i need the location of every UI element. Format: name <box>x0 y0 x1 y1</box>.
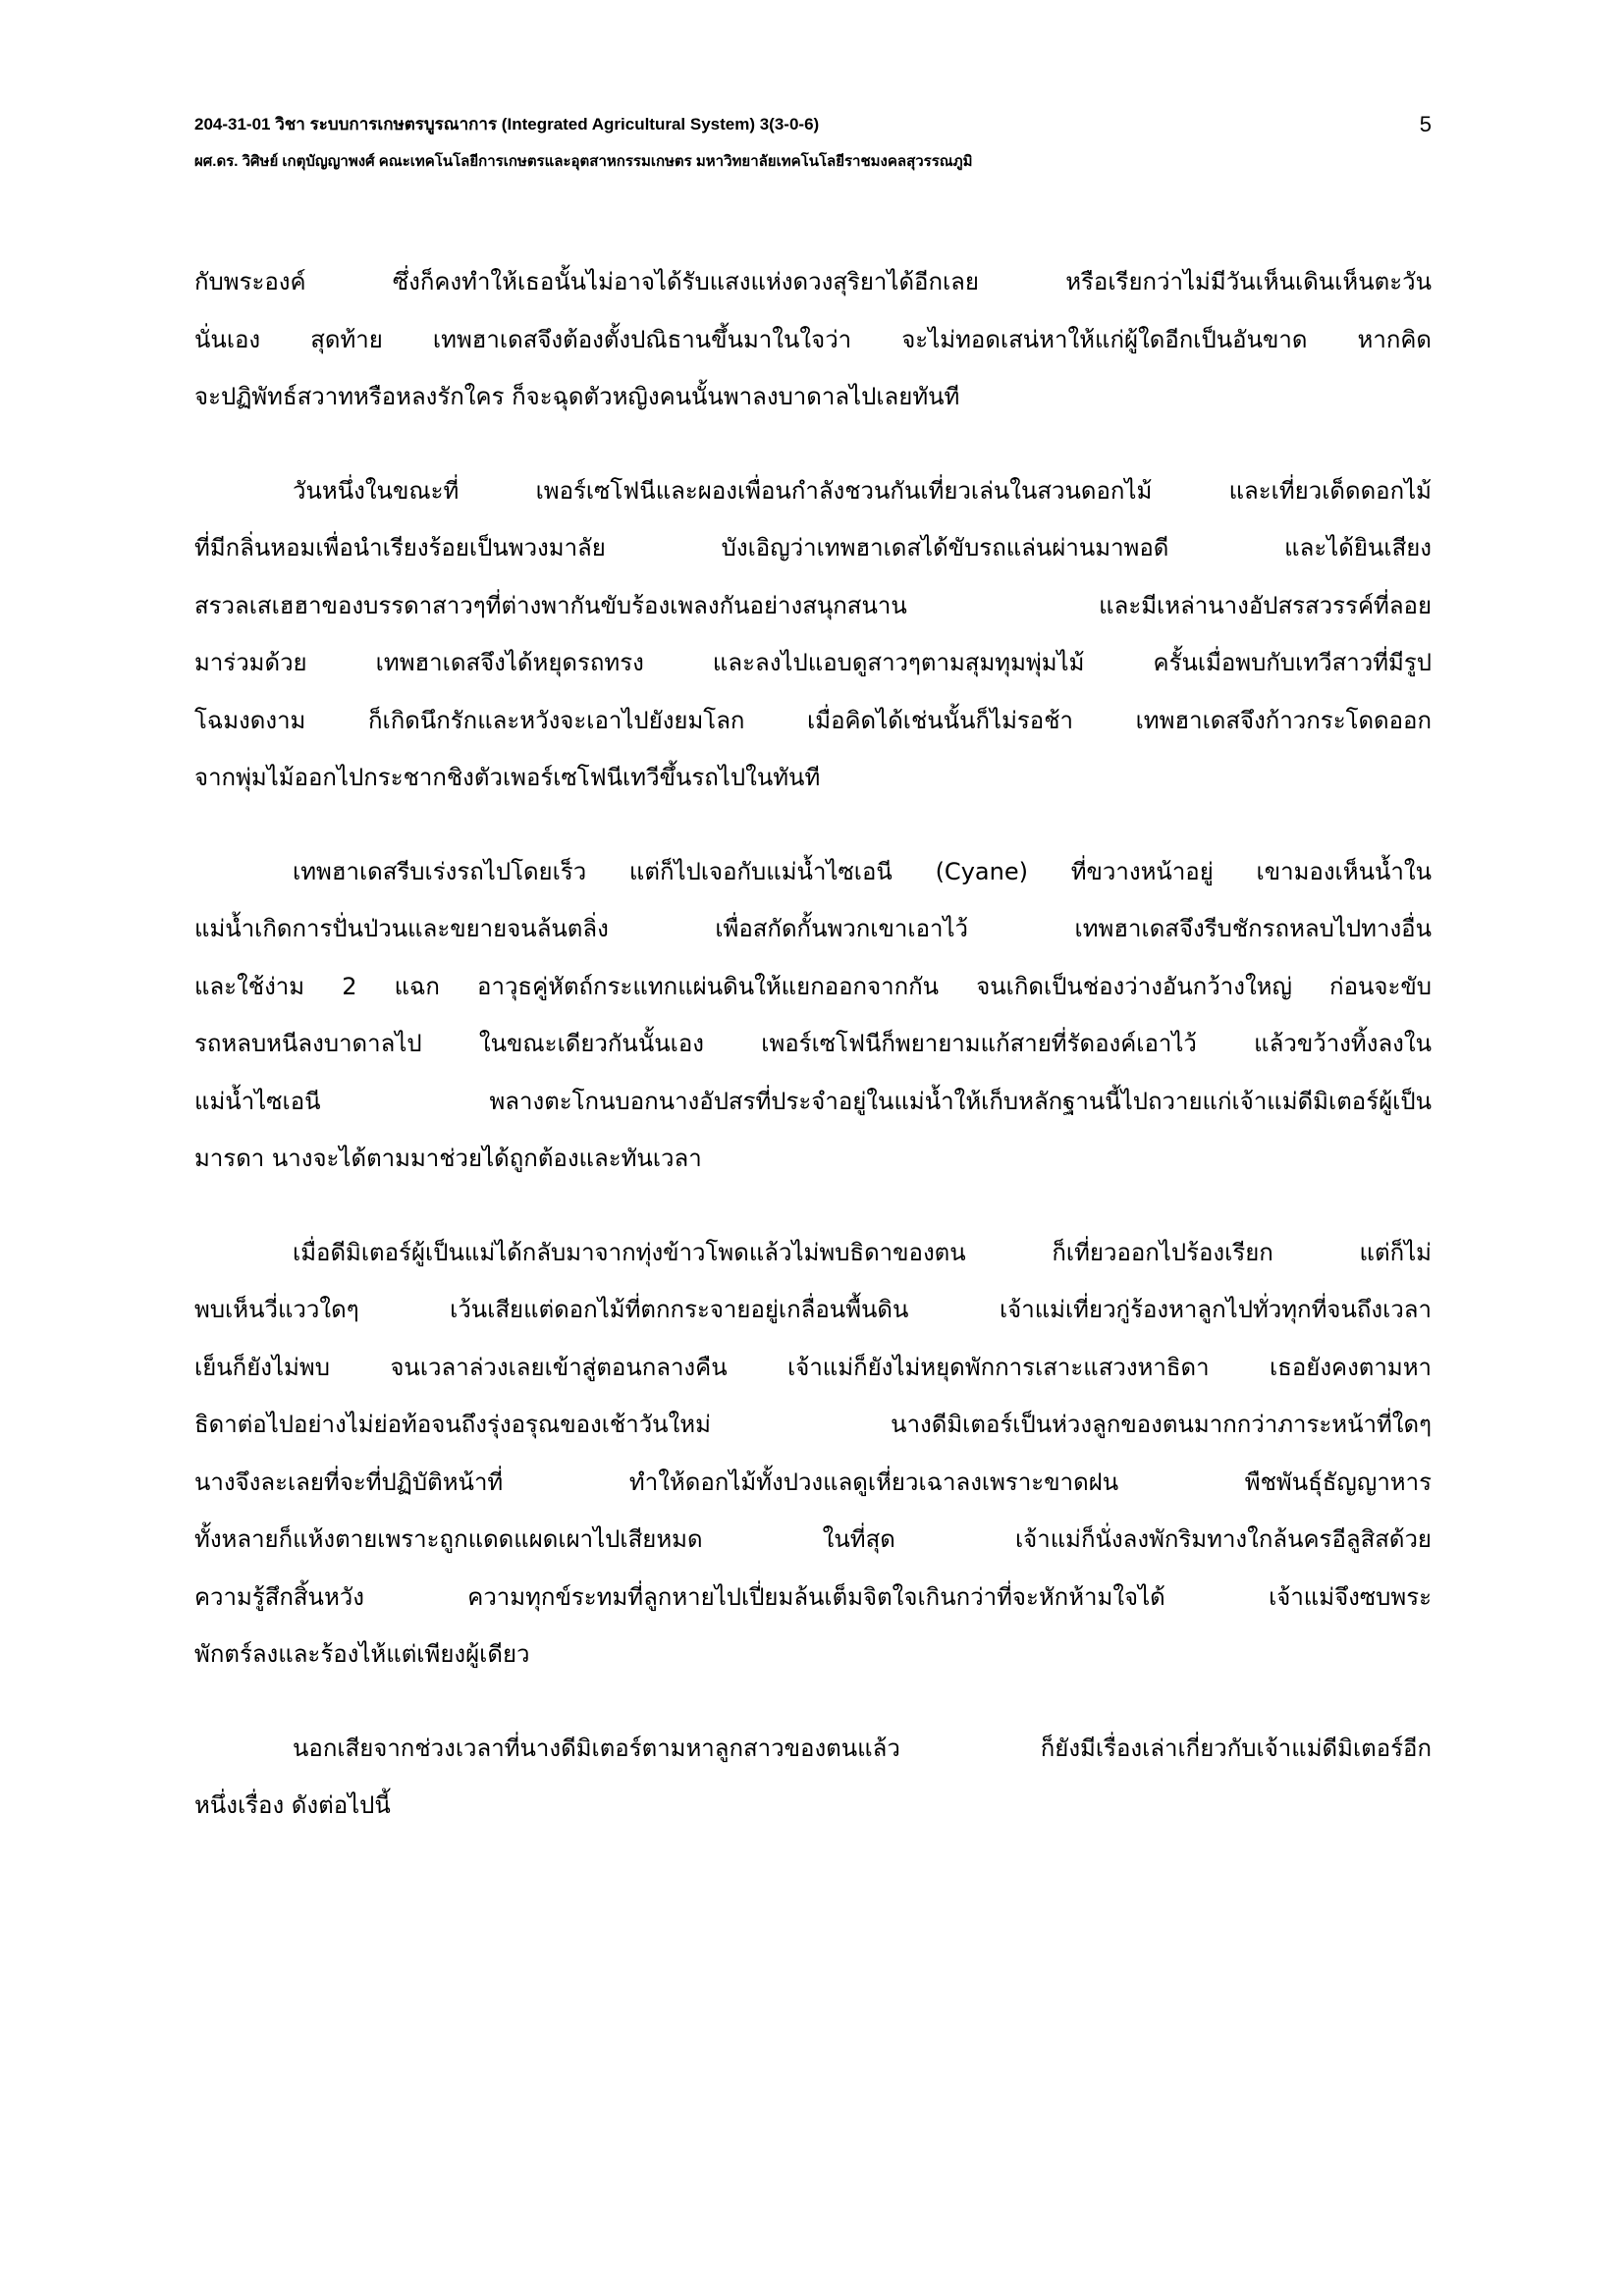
author-affiliation: ผศ.ดร. วิศิษย์ เกตุบัญญาพงศ์ คณะเทคโนโลยีการเกษตรและอุตสาหกรรมเกษตร มหาวิทยาลัยเทคโนโลยีราชมงคลสุวรรณภูมิ <box>194 153 973 170</box>
paragraph-2 <box>194 462 1432 807</box>
paragraph-line: จะปฏิพัทธ์สวาทหรือหลงรักใคร ก็จะฉุดตัวหญิงคนนั้นพาลงบาดาลไปเลยทันที <box>194 383 960 410</box>
page-header <box>194 110 1432 177</box>
paragraph-line: สรวลเสเฮฮาของบรรดาสาวๆที่ต่างพากันขับร้องเพลงกันอย่างสนุกสนาน และมีเหล่านางอัปสรสวรรค์ที่ลอย <box>194 591 1432 619</box>
paragraph-line: และใช้ง่าม 2 แฉก อาวุธคู่หัตถ์กระแทกแผ่นดินให้แยกออกจากกัน จนเกิดเป็นช่องว่างอันกว้างใหญ่ ก่อนจะขับ <box>194 972 1432 1000</box>
paragraph-line: โฉมงดงาม ก็เกิดนึกรักและหวังจะเอาไปยังยมโลก เมื่อคิดได้เช่นนั้นก็ไม่รอช้า เทพฮาเดสจึงก้าวกระโดดออก <box>194 706 1432 734</box>
paragraph-line: เทพฮาเดสรีบเร่งรถไปโดยเร็ว แต่ก็ไปเจอกับแม่น้ำไซเอนี (Cyane) ที่ขวางหน้าอยู่ เขามองเห็นน้ำใน <box>293 857 1432 885</box>
paragraph-line: ธิดาต่อไปอย่างไม่ย่อท้อจนถึงรุ่งอรุณของเช้าวันใหม่ นางดีมิเตอร์เป็นห่วงลูกของตนมากกว่าภาระหน้าที่ใดๆ <box>194 1411 1432 1438</box>
paragraph-line: มาร่วมด้วย เทพฮาเดสจึงได้หยุดรถทรง และลงไปแอบดูสาวๆตามสุมทุมพุ่มไม้ ครั้นเมื่อพบกับเทวีสาวที่มีรูป <box>194 649 1432 676</box>
paragraph-line: ความรู้สึกสิ้นหวัง ความทุกข์ระทมที่ลูกหายไปเปี่ยมล้นเต็มจิตใจเกินกว่าที่จะหักห้ามใจได้ เจ้าแม่จึงซบพระ <box>194 1582 1432 1611</box>
paragraph-line: หนึ่งเรื่อง ดังต่อไปนี้ <box>194 1791 391 1819</box>
paragraph-line: นางจึงละเลยที่จะที่ปฏิบัติหน้าที่ ทำให้ดอกไม้ทั้งปวงแลดูเหี่ยวเฉาลงเพราะขาดฝน พืชพันธุ์ธัญญาหาร <box>194 1468 1432 1496</box>
course-title: 204-31-01 วิชา ระบบการเกษตรบูรณาการ (Integrated Agricultural System) 3(3-0-6) <box>194 115 820 133</box>
paragraph-line: ที่มีกลิ่นหอมเพื่อนำเรียงร้อยเป็นพวงมาลัย บังเอิญว่าเทพฮาเดสได้ขับรถแล่นผ่านมาพอดี และได้ยินเสียง <box>194 534 1432 561</box>
paragraph-line: มารดา นางจะได้ตามมาช่วยได้ถูกต้องและทันเวลา <box>194 1145 702 1172</box>
page-number: 5 <box>1419 112 1432 136</box>
paragraph-line: จากพุ่มไม้ออกไปกระชากชิงตัวเพอร์เซโฟนีเทวีขึ้นรถไปในทันที <box>194 764 821 791</box>
paragraph-line: เย็นก็ยังไม่พบ จนเวลาล่วงเลยเข้าสู่ตอนกลางคืน เจ้าแม่ก็ยังไม่หยุดพักการเสาะแสวงหาธิดา เธอยังคงตามหา <box>194 1353 1432 1381</box>
paragraph-line: พักตร์ลงและร้องไห้แต่เพียงผู้เดียว <box>194 1640 530 1668</box>
paragraph-line: แม่น้ำไซเอนี พลางตะโกนบอกนางอัปสรที่ประจำอยู่ในแม่น้ำให้เก็บหลักฐานนี้ไปถวายแก่เจ้าแม่ดีมิเตอร์ผู้เป็น <box>194 1087 1432 1115</box>
paragraph-3 <box>194 843 1432 1188</box>
paragraph-line: นั่นเอง สุดท้าย เทพฮาเดสจึงต้องตั้งปณิธานขึ้นมาในใจว่า จะไม่ทอดเสน่หาให้แก่ผู้ใดอีกเป็นอันขาด หากคิด <box>194 325 1432 353</box>
paragraph-line: วันหนึ่งในขณะที่ เพอร์เซโฟนีและผองเพื่อนกำลังชวนกันเที่ยวเล่นในสวนดอกไม้ และเที่ยวเด็ดดอกไม้ <box>293 476 1432 505</box>
document-body <box>194 253 1432 1871</box>
paragraph-line: พบเห็นวี่แววใดๆ เว้นเสียแต่ดอกไม้ที่ตกกระจายอยู่เกลื่อนพื้นดิน เจ้าแม่เที่ยวกู่ร้องหาลูกไปทั่วทุกที่จนถึงเวลา <box>194 1296 1432 1323</box>
paragraph-4 <box>194 1224 1432 1683</box>
paragraph-line: แม่น้ำเกิดการปั่นป่วนและขยายจนล้นตลิ่ง เพื่อสกัดกั้นพวกเขาเอาไว้ เทพฮาเดสจึงรีบชักรถหลบไปทางอื่น <box>194 915 1432 942</box>
paragraph-line: รถหลบหนีลงบาดาลไป ในขณะเดียวกันนั้นเอง เพอร์เซโฟนีก็พยายามแก้สายที่รัดองค์เอาไว้ แล้วขว้างทิ้งลงใน <box>194 1030 1432 1057</box>
paragraph-line: เมื่อดีมิเตอร์ผู้เป็นแม่ได้กลับมาจากทุ่งข้าวโพดแล้วไม่พบธิดาของตน ก็เที่ยวออกไปร้องเรียก แต่ก็ไม่ <box>293 1238 1432 1266</box>
paragraph-1 <box>194 253 1432 426</box>
paragraph-5 <box>194 1720 1432 1835</box>
paragraph-line: นอกเสียจากช่วงเวลาที่นางดีมิเตอร์ตามหาลูกสาวของตนแล้ว ก็ยังมีเรื่องเล่าเกี่ยวกับเจ้าแม่ดีมิเตอร์อีก <box>293 1734 1432 1762</box>
paragraph-line: ทั้งหลายก็แห้งตายเพราะถูกแดดแผดเผาไปเสียหมด ในที่สุด เจ้าแม่ก็นั่งลงพักริมทางใกล้นครอีลูสิสด้วย <box>194 1525 1432 1553</box>
paragraph-line: กับพระองค์ ซึ่งก็คงทำให้เธอนั้นไม่อาจได้รับแสงแห่งดวงสุริยาได้อีกเลย หรือเรียกว่าไม่มีวันเห็นเดินเห็นตะวัน <box>194 268 1432 295</box>
